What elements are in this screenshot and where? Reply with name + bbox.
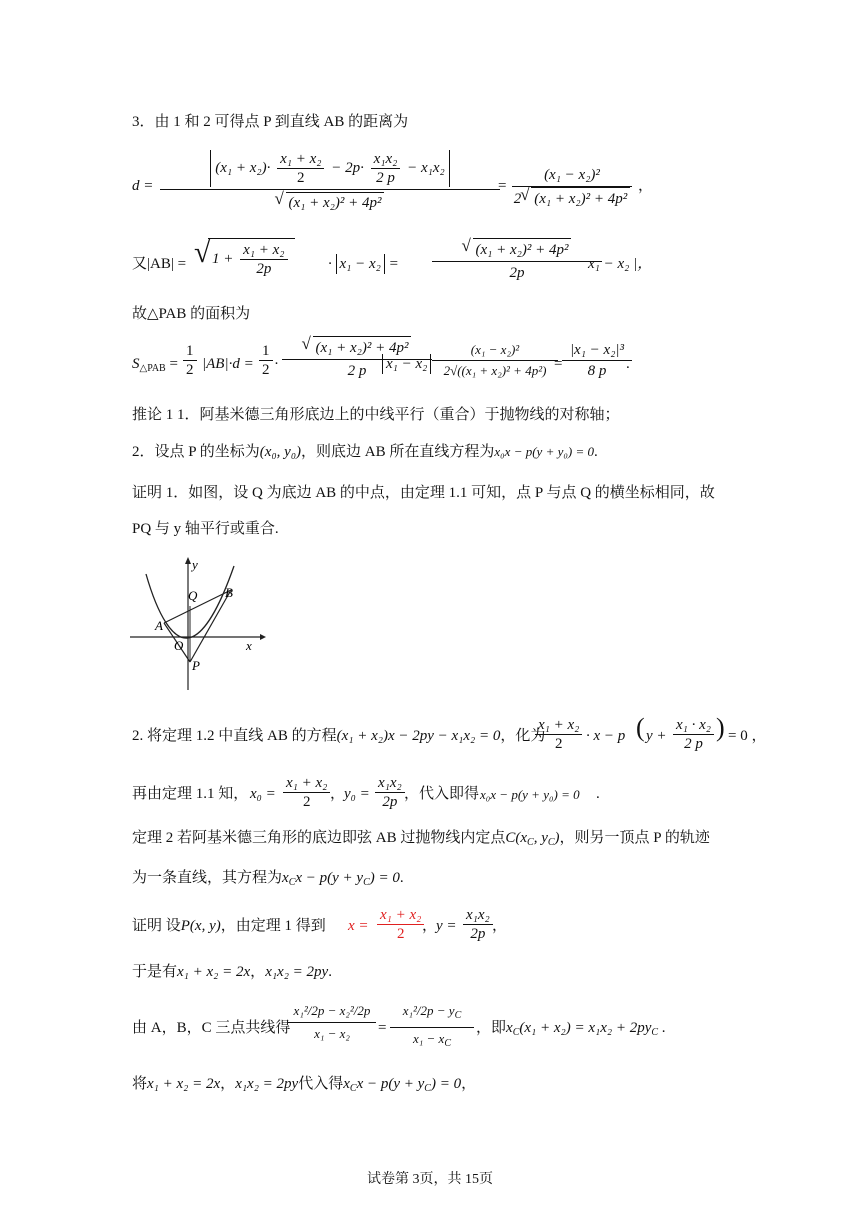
- theorem-2-line-1: 定理 2 若阿基米德三角形的底边即弦 AB 过抛物线内定点$C(x_C$, $y_C$)，则另一顶点 P 的轨迹: [132, 830, 710, 848]
- distance-result: (x₁ − x₂)² 2√ (x₁ + x₂)² + 4p²: [512, 164, 632, 210]
- theorem-2-proof-line-2: 于是有x₁ + x₂ = 2x，x₁x₂ = 2py.: [132, 964, 332, 980]
- corollary-2: 2．设点 P 的坐标为(x₀, y₀)，则底边 AB 所在直线方程为x₀x − p(y + y₀) = 0.: [132, 444, 598, 460]
- num-part: (x₁ + x₂)·: [215, 159, 271, 176]
- d-symbol: d =: [132, 178, 154, 194]
- p-label: P: [192, 658, 200, 673]
- x-axis-arrow-icon: [260, 634, 266, 640]
- q-label: Q: [188, 588, 198, 603]
- substitution-line: 将x₁ + x₂ = 2x，x₁x₂ = 2py代入得$x_Cx - p(y + y_C) = 0$，: [132, 1076, 477, 1094]
- denominator: √ (x₁ + x₂)² + 4p²: [286, 192, 385, 213]
- o-label: O: [174, 638, 184, 653]
- document-page: 3．由 1 和 2 可得点 P 到直线 AB 的距离为 d = (x₁ + x₂)· $\frac{\text{x₁ + x₂}}{2}$ − 2p· $\frac{\text{x₁x₂}}{2 p}$ − x₁x₂ √ (x₁ + x₂)² + 4p² = (x₁ − x₂)² 2√ (x₁ + x₂)² + 4p² ， 又|AB| = √ 1 + $\frac{\text{x₁ + x₂}}{2p}$ · x₁ − x₂ = √ (x₁ + x₂)² + 4p² 2p x₁ − x₂ |， 故△PAB 的面积为 $S_{\triangle PAB}$ = $\frac{1}{2}$ |AB|·d = $\frac{1}{2}$ · √ (x₁ + x₂)² + 4p² 2 p x₁ − x₂ (x₁ − x₂)² 2√((x₁ + x₂)² + 4p²) = |x₁ − x₂|³ 8 p . 推论 1 1．阿基米德三角形底边上的中线平行（重合）于抛物线的对称轴； 2．设点 P 的坐标为(x₀, y₀)，则底边 AB 所在直线方程为x₀x − p(y + y₀) = 0. 证明 1．如图，设 Q 为底边 AB 的中点，由定理 1.1 可知，点 P 与点 Q 的横坐标相同，故 PQ 与 y 轴平行或重合. y x Q B A O P 2. 将定理 1.2 中直线 AB 的方程(x₁ + x₂)x − 2py − x₁x₂ = 0，化为 $\frac{\text{x₁ + x₂}}{2}$ · x − p ( y + $\frac{\text{x₁ · x₂}}{2 p}$ ) = 0 ， 再由定理 1.1 知， x₀ = $\frac{\text{x₁ + x₂}}{2}$ ， y₀ = $\frac{\text{x₁x₂}}{2p}$ ，代入即得 x₀x − p(y + y₀) = 0 . 定理 2 若阿基米德三角形的底边即弦 AB 过抛物线内定点$C(x_C$, $y_C$)，则另一顶点 P 的轨迹 为一条直线，其方程为$x_Cx - p(y + y_C) = 0$. 证明 设P(x, y)，由定理 1 得到 x = $\frac{\text{x₁ + x₂}}{2}$ ， y = $\frac{\text{x₁x₂}}{2p}$ ， 于是有x₁ + x₂ = 2x，x₁x₂ = 2py. 由 A，B，C 三点共线得 x₁²/2p − x₂²/2p x₁ − x₂ = $x_1^2/2p - y_C$ $x_1 - x_C$ ，即$x_C(x_1 + x_2) = x_1x_2 + 2py_C$ . 将x₁ + x₂ = 2x，x₁x₂ = 2py代入得$x_Cx - p(y + y_C) = 0$， 试卷第 3页，共 15页: [0, 0, 860, 1216]
- b-label: B: [225, 585, 233, 600]
- distance-fraction: [160, 150, 500, 213]
- proof-1-line-2: PQ 与 y 轴平行或重合.: [132, 521, 279, 537]
- page-footer: 试卷第 3页，共 15页: [367, 1172, 493, 1187]
- proof-1-line-1: 证明 1．如图，设 Q 为底边 AB 的中点，由定理 1.1 可知，点 P 与点 Q 的横坐标相同，故: [132, 485, 715, 501]
- num-part: − x₁x₂: [407, 159, 445, 176]
- frac: $\frac{\text{x₁ + x₂}}{2}$: [277, 150, 324, 187]
- y-label: y: [192, 557, 198, 572]
- y-axis-arrow-icon: [185, 557, 191, 564]
- theorem-2-line-2: 为一条直线，其方程为$x_Cx - p(y + y_C) = 0$.: [132, 870, 404, 888]
- step-3-text: 3．由 1 和 2 可得点 P 到直线 AB 的距离为: [132, 114, 409, 130]
- area-intro: 故△PAB 的面积为: [132, 306, 251, 322]
- ab-prefix: 又|AB| =: [132, 256, 187, 272]
- corollary-1: 推论 1 1．阿基米德三角形底边上的中线平行（重合）于抛物线的对称轴；: [132, 407, 620, 423]
- frac: $\frac{\text{x₁x₂}}{2 p}$: [371, 150, 401, 187]
- x-label: x: [246, 638, 252, 653]
- parabola-figure: [128, 556, 268, 696]
- a-label: A: [155, 618, 163, 633]
- num-part: − 2p·: [331, 159, 364, 176]
